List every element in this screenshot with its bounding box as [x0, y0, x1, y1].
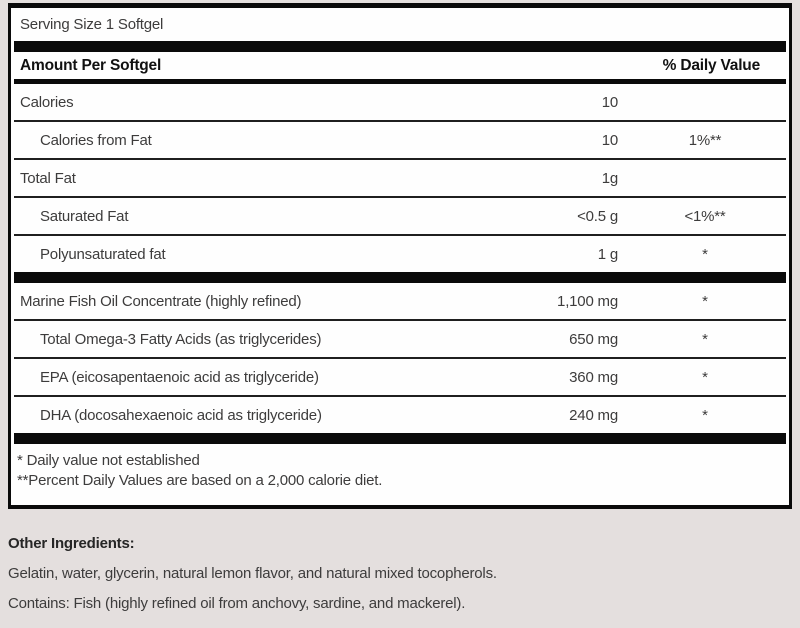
- fact-row: [14, 120, 786, 158]
- fact-row: [14, 234, 786, 272]
- row-dv: 1%**: [688, 131, 722, 149]
- row-dv: *: [702, 406, 708, 424]
- row-amount: 360 mg: [569, 368, 618, 386]
- row-dv: *: [702, 330, 708, 348]
- row-amount: <0.5 g: [577, 207, 618, 225]
- serving-size-row: Serving Size 1 Softgel: [20, 16, 164, 33]
- row-label: Polyunsaturated fat: [40, 245, 166, 263]
- footnote-percent-daily-values: **Percent Daily Values are based on a 2,000 calorie diet.: [17, 472, 383, 489]
- row-amount: 240 mg: [569, 406, 618, 424]
- other-ingredients-section: [8, 535, 792, 613]
- row-dv: *: [702, 245, 708, 263]
- row-label: EPA (eicosapentaenoic acid as triglyceride): [40, 368, 319, 386]
- other-ingredients-title: Other Ingredients:: [8, 535, 135, 552]
- ingredients-list: Gelatin, water, glycerin, natural lemon flavor, and natural mixed tocopherols.: [8, 565, 497, 582]
- row-amount: 10: [601, 131, 618, 149]
- row-amount: 10: [601, 93, 618, 111]
- row-amount: 1g: [601, 169, 618, 187]
- row-dv: *: [702, 292, 708, 310]
- section-separator-bar: [14, 41, 786, 52]
- page-background: [0, 3, 800, 628]
- section-separator-bar: [14, 433, 786, 444]
- fact-row: [14, 319, 786, 357]
- amount-per-softgel-header: Amount Per Softgel: [20, 56, 162, 74]
- supplement-facts-panel: [8, 3, 792, 509]
- footnotes: [14, 444, 786, 505]
- fact-row: [14, 196, 786, 234]
- fact-row: [14, 357, 786, 395]
- footnote-daily-value: * Daily value not established: [17, 452, 200, 469]
- fact-row: [14, 395, 786, 433]
- row-amount: 1,100 mg: [557, 292, 618, 310]
- row-dv: <1%**: [684, 207, 726, 225]
- row-label: Calories from Fat: [40, 131, 152, 149]
- row-label: Marine Fish Oil Concentrate (highly refined): [20, 292, 302, 310]
- fact-row: [14, 283, 786, 319]
- section-separator-bar: [14, 272, 786, 283]
- facts-header-row: [14, 52, 786, 79]
- row-amount: 1 g: [597, 245, 618, 263]
- row-label: Saturated Fat: [40, 207, 129, 225]
- row-label: DHA (docosahexaenoic acid as triglyceride): [40, 406, 322, 424]
- row-label: Calories: [20, 93, 74, 111]
- row-label: Total Fat: [20, 169, 76, 187]
- daily-value-header: % Daily Value: [662, 56, 760, 74]
- row-amount: 650 mg: [569, 330, 618, 348]
- fact-row: [14, 158, 786, 196]
- row-label: Total Omega-3 Fatty Acids (as triglycerides): [40, 330, 322, 348]
- fact-row: [14, 84, 786, 120]
- contains-statement: Contains: Fish (highly refined oil from anchovy, sardine, and mackerel).: [8, 595, 466, 612]
- row-dv: *: [702, 368, 708, 386]
- facts-rows: [14, 84, 786, 433]
